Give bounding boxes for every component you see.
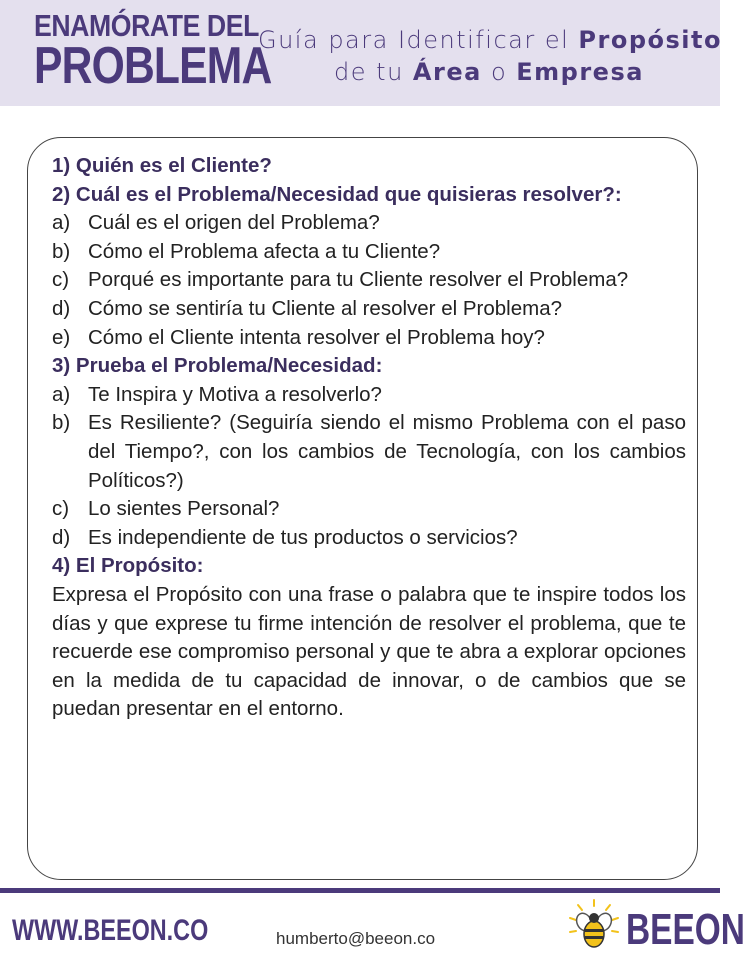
list-item-text: Te Inspira y Motiva a resolverlo? bbox=[88, 382, 382, 406]
question-2: 2) Cuál es el Problema/Necesidad que quisieras resolver?: bbox=[52, 182, 622, 206]
subtitle-emphasis: Área bbox=[412, 58, 482, 86]
purpose-paragraph: Expresa el Propósito con una frase o palabra que te inspire todos los días y que exprese tu firme intención de resolver el problema, que te recuerde ese compromiso personal y que te abra a explorar opciones en la medida de tu capacidad de innovar, o de cambios que se puedan presentar en el entorno. bbox=[52, 582, 686, 721]
list-item-label: d) bbox=[52, 296, 71, 320]
brand-title-line2: PROBLEMA bbox=[34, 37, 272, 95]
list-item bbox=[52, 295, 686, 324]
list-item-text: Cómo el Cliente intenta resolver el Problema hoy? bbox=[88, 325, 545, 349]
list-item-text: Cómo el Problema afecta a tu Cliente? bbox=[88, 239, 441, 263]
list-item bbox=[52, 381, 686, 410]
list-item-label: a) bbox=[52, 211, 71, 235]
guide-content bbox=[52, 152, 686, 724]
list-item-label: c) bbox=[52, 497, 70, 521]
list-item bbox=[52, 495, 686, 524]
subtitle-text: Guía para Identificar el bbox=[258, 26, 579, 54]
question-3: 3) Prueba el Problema/Necesidad: bbox=[52, 354, 383, 378]
subtitle-emphasis: Propósito bbox=[578, 26, 722, 54]
list-item-label: a) bbox=[52, 382, 71, 406]
list-item bbox=[52, 238, 686, 267]
question-1: 1) Quién es el Cliente? bbox=[52, 154, 272, 177]
email-link[interactable]: humberto@beeon.co bbox=[276, 929, 436, 948]
list-item-label: c) bbox=[52, 268, 70, 292]
question-4: 4) El Propósito: bbox=[52, 554, 204, 578]
list-item-label: d) bbox=[52, 525, 71, 549]
list-item-text: Es Resiliente? (Seguiría siendo el mismo Problema con el paso del Tiempo?, con los cambios de Tecnología, con los cambios Políticos?) bbox=[88, 411, 686, 492]
list-item bbox=[52, 209, 686, 238]
list-item bbox=[52, 524, 686, 553]
list-item-text: Lo sientes Personal? bbox=[88, 497, 280, 521]
list-item-text: Cómo se sentiría tu Cliente al resolver el Problema? bbox=[88, 296, 562, 320]
list-item-text: Cuál es el origen del Problema? bbox=[88, 211, 380, 235]
list-item-text: Porqué es importante para tu Cliente resolver el Problema? bbox=[88, 268, 629, 292]
list-item bbox=[52, 409, 686, 495]
list-item bbox=[52, 324, 686, 353]
brand-logo: BEEON bbox=[626, 905, 745, 954]
website-link[interactable]: WWW.BEEON.CO bbox=[12, 914, 209, 947]
header-band bbox=[0, 0, 720, 106]
subtitle-emphasis: Empresa bbox=[516, 58, 644, 86]
list-item bbox=[52, 266, 686, 295]
list-item-text: Es independiente de tus productos o servicios? bbox=[88, 525, 518, 549]
bee-icon bbox=[566, 898, 622, 954]
subtitle-text: o bbox=[481, 58, 517, 86]
list-item-label: b) bbox=[52, 239, 71, 263]
list-item-label: e) bbox=[52, 325, 71, 349]
subtitle bbox=[258, 24, 720, 88]
subtitle-text: de tu bbox=[334, 58, 413, 86]
brand-title-line1: ENAMÓRATE DEL bbox=[34, 8, 259, 43]
footer-divider bbox=[0, 888, 720, 893]
list-item-label: b) bbox=[52, 411, 71, 435]
